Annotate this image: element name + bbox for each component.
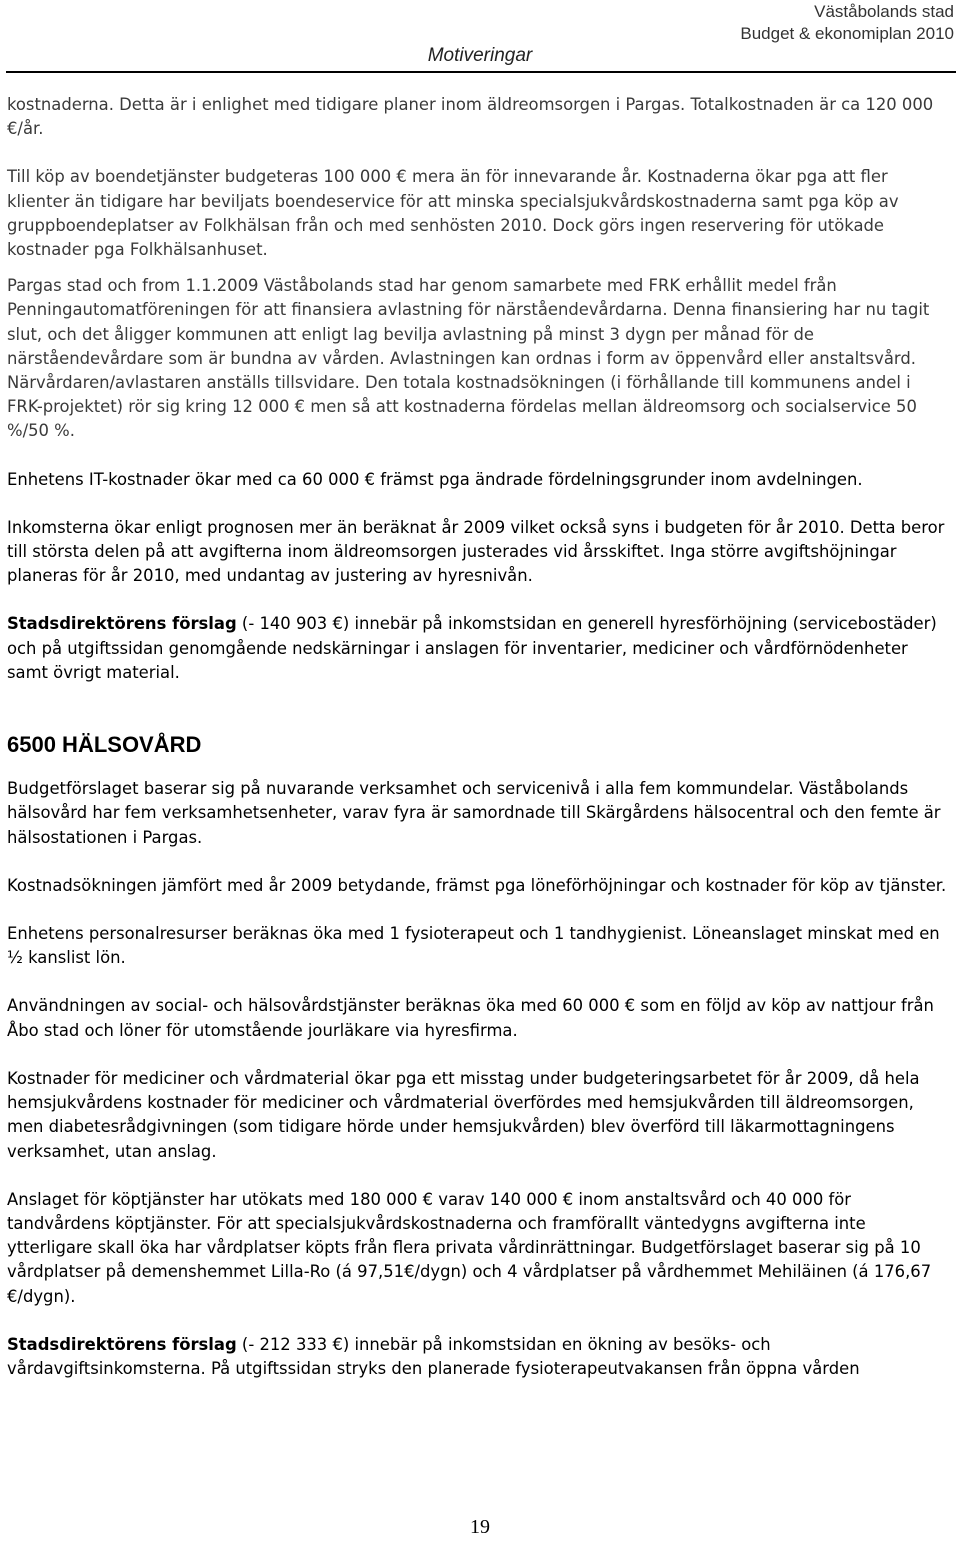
page-number: 19 (470, 1516, 490, 1538)
section-header: Motiveringar (427, 45, 533, 66)
paragraph: kostnaderna. Detta är i enlighet med tidigare planer inom äldreomsorgen i Pargas. Totalkostnaden är ca 120 000 €/år. (7, 95, 934, 139)
municipality-name: Väståbolands stad (814, 2, 954, 21)
paragraph: Anslaget för köptjänster har utökats med 180 000 € varav 140 000 € inom anstaltsvård och 40 000 för tandvårdens köptjänster. För att specialsjukvårdskostnaderna och framförallt väntedygns avgifterna inte ytterligare skall öka har vårdplatser köpts från flera privata vårdinrättningar. Budgetförslaget baserar sig på 10 vårdplatser på demenshemmet Lilla-Ro (á 97,51€/dygn) och 4 vårdplatser på vårdhemmet Mehiläinen (á 176,67 €/dygn). (7, 1189, 932, 1306)
paragraph: Pargas stad och from 1.1.2009 Väståbolands stad har genom samarbete med FRK erhållit medel från Penningautomatföreningen för att finansiera avlastning för närståendevårdarna. Denna finansiering har nu tagit slut, och det åligger kommunen att enligt lag bevilja avlastning på minst 3 dygn per månad för de närståendevårdare som är bundna av vården. Avlastningen kan ordnas i form av öppenvård eller anstaltsvård. Närvårdaren/avlastaren anställs tillsvidare. Den totala kostnadsökningen (i förhållande till kommunens andel i FRK-projektet) rör sig kring 12 000 € men så att kostnaderna fördelas mellan äldreomsorg och socialservice 50 %/50 %. (7, 276, 930, 441)
paragraph: Inkomsterna ökar enligt prognosen mer än beräknat år 2009 vilket också syns i budgeten för år 2010. Detta beror till största delen på att avgifterna inom äldreomsorgen justerades vid årsskiftet. Inga större avgiftshöjningar planeras för år 2010, med undantag av justering av hyresnivån. (7, 517, 945, 586)
paragraph (7, 612, 951, 685)
paragraph: Kostnader för mediciner och vårdmaterial ökar pga ett misstag under budgeteringsarbetet för år 2009, då hela hemsjukvårdens kostnader för mediciner och vårdmaterial överfördes med hemsjukvården till äldreomsorgen, men diabetesrådgivningen (som tidigare hörde under hemsjukvården) blev överförd till läkarmottagningens verksamhet, utan anslag. (7, 1068, 920, 1161)
paragraph (7, 1333, 951, 1381)
paragraph-text: (- 212 333 €) innebär på inkomstsidan en ökning av besöks- och vårdavgiftsinkomsterna. På utgiftssidan stryks den planerade fysioterapeutvakansen från öppna vården (7, 1334, 860, 1378)
bold-label: Stadsdirektörens förslag (7, 1334, 237, 1354)
document-title: Budget & ekonomiplan 2010 (740, 24, 954, 43)
section-title: 6500 HÄLSOVÅRD (7, 732, 202, 758)
paragraph: Enhetens IT-kostnader ökar med ca 60 000 € främst pga ändrade fördelningsgrunder inom avdelningen. (7, 469, 863, 489)
paragraph-text: (- 140 903 €) innebär på inkomstsidan en generell hyresförhöjning (servicebostäder) och på utgiftssidan genomgående nedskärningar i anslagen för inventarier, mediciner och vårdförnödenheter samt övrigt material. (7, 614, 937, 682)
paragraph: Kostnadsökningen jämfört med år 2009 betydande, främst pga löneförhöjningar och kostnader för köp av tjänster. (7, 875, 947, 895)
document-body (7, 93, 951, 1405)
paragraph: Till köp av boendetjänster budgeteras 100 000 € mera än för innevarande år. Kostnaderna ökar pga att fler klienter än tidigare har beviljats boendeservice för att minska specialsjukvårdskostnaderna samt pga köp av gruppboendeplatser av Folkhälsan från och med senhösten 2010. Dock görs ingen reservering för utökade kostnader pga Folkhälsanhuset. (7, 167, 899, 260)
header-divider (6, 71, 956, 73)
paragraph: Användningen av social- och hälsovårdstjänster beräknas öka med 60 000 € som en följd av köp av nattjour från Åbo stad och löner för utomstående jourläkare via hyresfirma. (7, 996, 934, 1040)
bold-label: Stadsdirektörens förslag (7, 614, 237, 634)
paragraph: Budgetförslaget baserar sig på nuvarande verksamhet och servicenivå i alla fem kommundelar. Väståbolands hälsovård har fem verksamhetsenheter, varav fyra är samordnade till Skärgårdens hälsocentral och den femte är hälsostationen i Pargas. (7, 779, 941, 847)
paragraph: Enhetens personalresurser beräknas öka med 1 fysioterapeut och 1 tandhygienist. Löneanslaget minskat med en ½ kanslist lön. (7, 924, 940, 968)
page-header-right (740, 1, 954, 45)
